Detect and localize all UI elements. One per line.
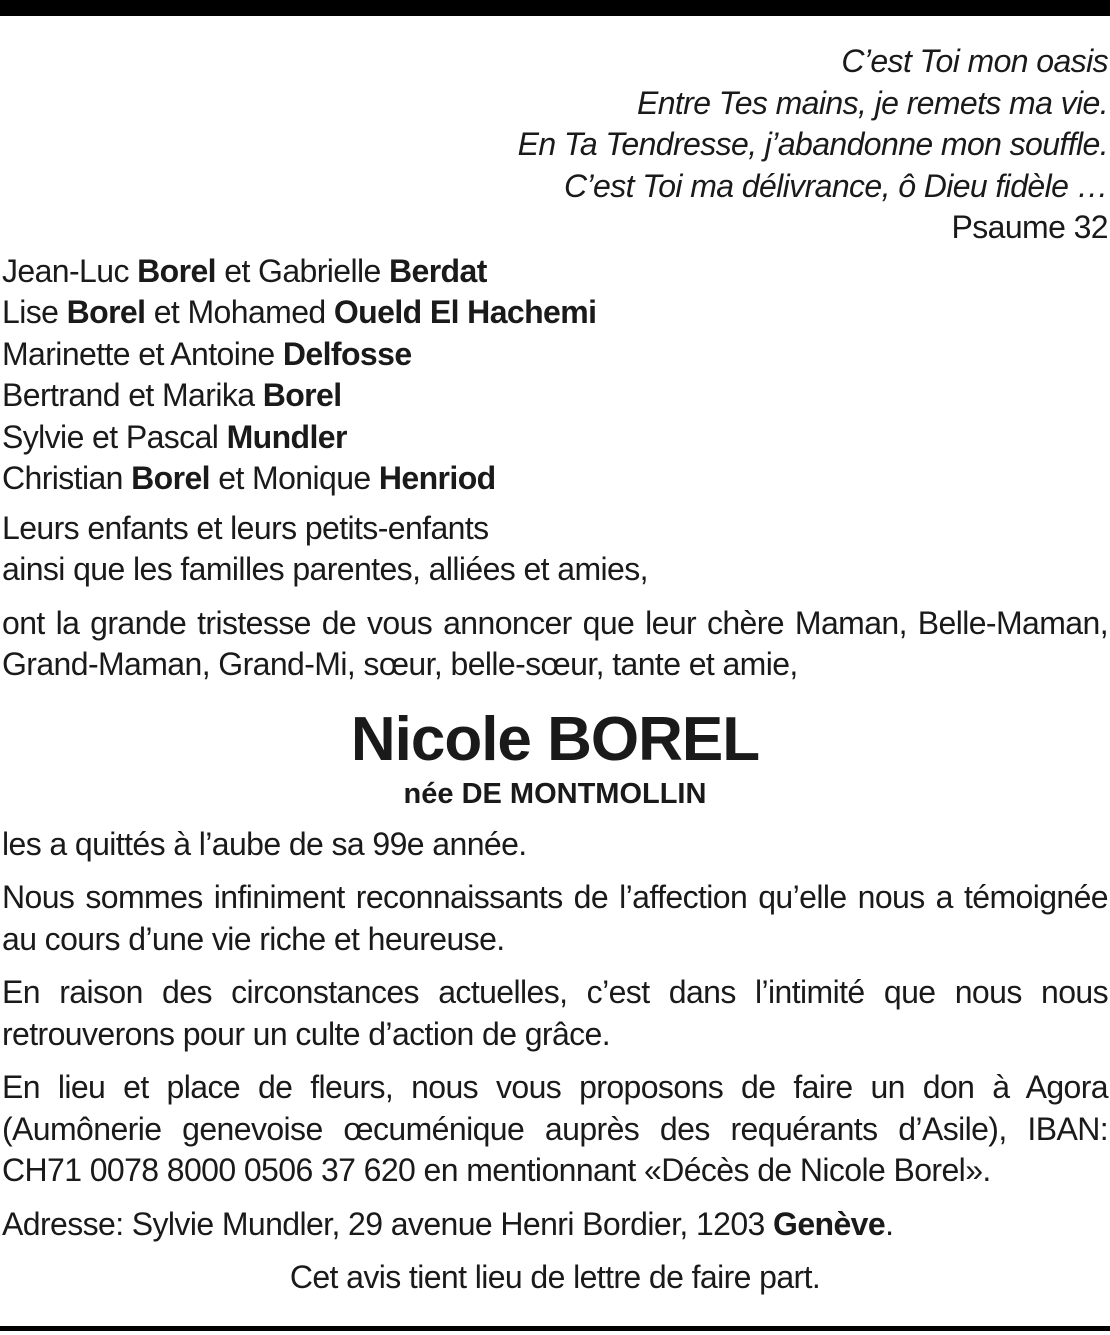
relatives-line: Leurs enfants et leurs petits-enfants bbox=[2, 509, 489, 546]
family-line bbox=[2, 375, 1108, 417]
family-list bbox=[2, 251, 1108, 500]
surname: Borel bbox=[131, 460, 210, 496]
surname: Oueld El Hachemi bbox=[333, 294, 597, 330]
maiden-name: née DE MONTMOLLIN bbox=[403, 777, 707, 810]
age-line: les a quittés à l’aube de sa 99e année. bbox=[2, 825, 527, 862]
bottom-rule bbox=[0, 1326, 1110, 1331]
family-line bbox=[2, 458, 1108, 500]
gratitude-paragraph: Nous sommes infiniment reconnaissants de l’affection qu’elle nous a témoignée au cours d’une vie riche et heureuse. bbox=[2, 879, 1108, 957]
obituary-notice bbox=[2, 41, 1108, 1299]
given-names: Marinette et Antoine bbox=[2, 335, 283, 372]
verse-line: En Ta Tendresse, j’abandonne mon souffle. bbox=[517, 126, 1108, 162]
surname: Borel bbox=[137, 252, 216, 289]
surname: Mundler bbox=[226, 418, 347, 455]
top-rule bbox=[0, 0, 1110, 16]
address-line bbox=[2, 1204, 1108, 1246]
verse-line: C’est Toi ma délivrance, ô Dieu fidèle … bbox=[564, 167, 1108, 204]
surname: Henriod bbox=[378, 460, 496, 496]
given-names: et Mohamed bbox=[145, 294, 334, 330]
closing-line: Cet avis tient lieu de lettre de faire part. bbox=[289, 1259, 821, 1295]
ceremony-paragraph: En raison des circonstances actuelles, c’est dans l’intimité que nous nous retrouverons pour un culte d’action de grâce. bbox=[2, 974, 1108, 1052]
relatives bbox=[2, 508, 1108, 591]
verse-line: C’est Toi mon oasis bbox=[841, 43, 1108, 79]
deceased-name: Nicole BOREL bbox=[350, 704, 760, 774]
given-names: et Monique bbox=[209, 460, 379, 496]
given-names: Sylvie et Pascal bbox=[2, 418, 227, 455]
psalm-verse bbox=[2, 41, 1108, 249]
given-names: Lise bbox=[2, 294, 67, 330]
donation-paragraph: En lieu et place de fleurs, nous vous proposons de faire un don à Agora (Aumônerie genevoise œcuménique auprès des requérants d’Asile), IBAN: CH71 0078 8000 0506 37 620 en mentionnant «Décès de Nicole Borel». bbox=[2, 1069, 1108, 1188]
surname: Berdat bbox=[388, 252, 487, 289]
relatives-line: ainsi que les familles parentes, alliées et amies, bbox=[2, 551, 648, 587]
family-line bbox=[2, 417, 1108, 459]
verse-line: Entre Tes mains, je remets ma vie. bbox=[636, 84, 1108, 121]
surname: Borel bbox=[66, 294, 146, 330]
given-names: et Gabrielle bbox=[215, 252, 389, 289]
given-names: Jean-Luc bbox=[2, 252, 138, 289]
surname: Delfosse bbox=[282, 335, 412, 372]
family-line bbox=[2, 292, 1108, 334]
family-line bbox=[2, 251, 1108, 293]
address-city: Genève bbox=[773, 1205, 886, 1242]
address-period: . bbox=[885, 1205, 894, 1242]
verse-source: Psaume 32 bbox=[951, 209, 1108, 245]
announcement-paragraph: ont la grande tristesse de vous annoncer que leur chère Maman, Belle-Maman, Grand-Maman, Grand-Mi, sœur, belle-sœur, tante et amie, bbox=[2, 604, 1108, 682]
address-text: Adresse: Sylvie Mundler, 29 avenue Henri Bordier, 1203 bbox=[2, 1205, 774, 1242]
surname: Borel bbox=[262, 377, 342, 413]
given-names: Bertrand et Marika bbox=[2, 377, 263, 413]
given-names: Christian bbox=[2, 460, 132, 496]
family-line bbox=[2, 334, 1108, 376]
